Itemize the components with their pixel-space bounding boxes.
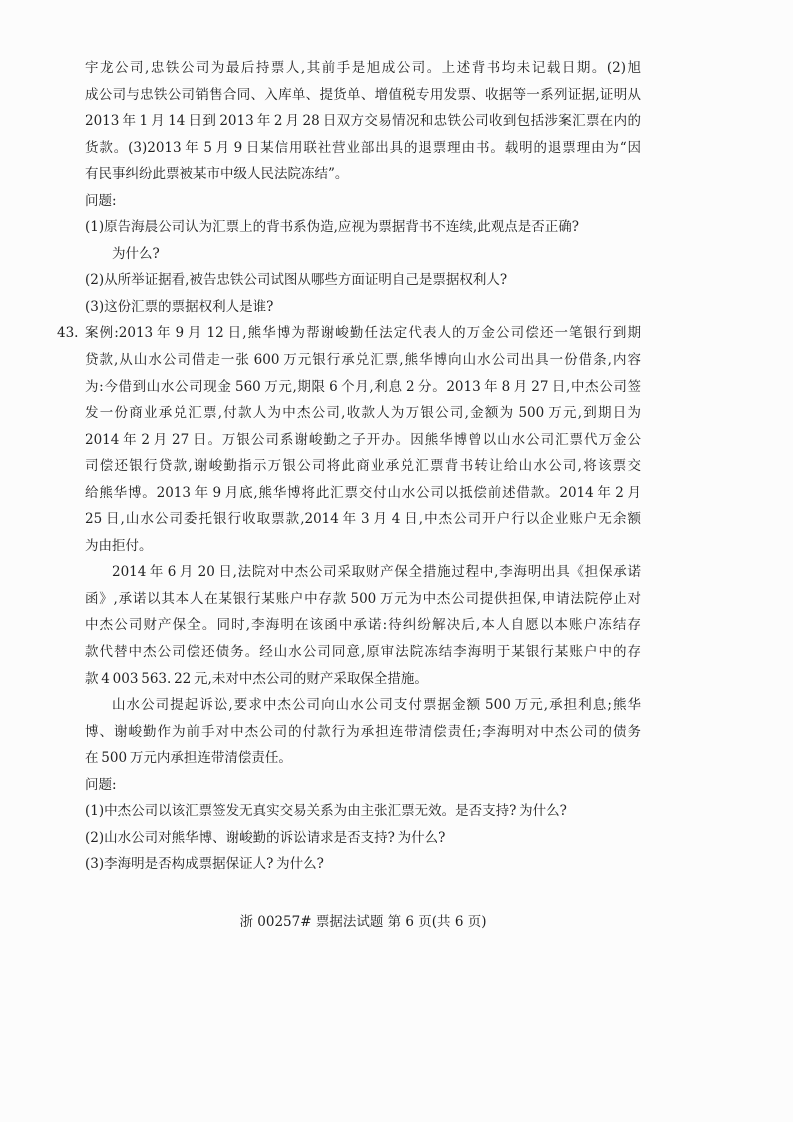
- q43-number: 43.: [57, 325, 79, 342]
- q43-question-1: (1)中杰公司以该汇票签发无真实交易关系为由主张汇票无效。是否支持? 为什么?: [85, 803, 567, 820]
- q43-para1-line: 给熊华博。2013 年 9 月底,熊华博将此汇票交付山水公司以抵偿前述借款。2014 年 2 月: [85, 484, 641, 501]
- q42-question-2: (2)从所举证据看,被告忠铁公司试图从哪些方面证明自己是票据权利人?: [85, 272, 508, 289]
- q43-para2-line: 中杰公司财产保全。同时,李海明在该函中承诺:待纠纷解决后,本人自愿以本账户冻结存: [85, 617, 641, 634]
- q43-para3-line: 山水公司提起诉讼,要求中杰公司向山水公司支付票据金额 500 万元,承担利息;熊华: [112, 697, 641, 714]
- q42-question-3: (3)这份汇票的票据权利人是谁?: [85, 298, 274, 315]
- q43-para2-line: 款代替中杰公司偿还债务。经山水公司同意,原审法院冻结李海明于某银行某账户中的存: [85, 644, 641, 661]
- q43-para1-line: 发一份商业承兑汇票,付款人为中杰公司,收款人为万银公司,金额为 500 万元,到期日为: [85, 405, 641, 422]
- q43-para1-line: 2014 年 2 月 27 日。万银公司系谢峻勤之子开办。因熊华博曾以山水公司汇票代万金公: [85, 431, 641, 448]
- q43-para1-line: 为:今借到山水公司现金 560 万元,期限 6 个月,利息 2 分。2013 年 8 月 27 日,中杰公司签: [85, 378, 641, 395]
- q43-question-2: (2)山水公司对熊华博、谢峻勤的诉讼请求是否支持? 为什么?: [85, 829, 446, 846]
- q42-para-line: 成公司与忠铁公司销售合同、入库单、提货单、增值税专用发票、收据等一系列证据,证明从: [85, 86, 641, 103]
- q43-para1-line: 为由拒付。: [85, 537, 153, 554]
- q43-case-intro: 案例:2013 年 9 月 12 日,熊华博为帮谢峻勤任法定代表人的万金公司偿还一笔银行到期: [85, 325, 641, 342]
- page-body: [57, 55, 641, 878]
- q43-para1-line: 司偿还银行贷款,谢峻勤指示万银公司将此商业承兑汇票背书转让给山水公司,将该票交: [85, 458, 641, 475]
- page-footer: 浙 00257# 票据法试题 第 6 页(共 6 页): [239, 914, 487, 930]
- q43-question-3: (3)李海明是否构成票据保证人? 为什么?: [85, 856, 324, 873]
- q43-para1-line: 25 日,山水公司委托银行收取票款,2014 年 3 月 4 日,中杰公司开户行以企业账户无余额: [85, 511, 641, 528]
- q42-para-line: 2013 年 1 月 14 日到 2013 年 2 月 28 日双方交易情况和忠铁公司收到包括涉案汇票在内的: [85, 113, 641, 130]
- q42-questions-label: 问题:: [85, 192, 117, 209]
- question-43: [57, 320, 641, 877]
- q43-para1-line-first: [57, 320, 641, 347]
- q43-para2-line: 款 4 003 563. 22 元,未对中杰公司的财产采取保全措施。: [85, 670, 428, 687]
- q42-para-line: 货款。(3)2013 年 5 月 9 日某信用联社营业部出具的退票理由书。载明的退票理由为“因: [85, 139, 641, 156]
- q42-para-line: 宇龙公司,忠铁公司为最后持票人,其前手是旭成公司。上述背书均未记载日期。(2)旭: [85, 60, 641, 76]
- q43-para2-line: 函》,承诺以其本人在某银行某账户中存款 500 万元为中杰公司提供担保,申请法院停止对: [85, 590, 641, 607]
- question-42-continuation: [85, 55, 641, 320]
- q42-question-1-line-1: (1)原告海晨公司认为汇票上的背书系伪造,应视为票据背书不连续,此观点是否正确?: [85, 219, 579, 236]
- q43-para1-line: 贷款,从山水公司借走一张 600 万元银行承兑汇票,熊华博向山水公司出具一份借条,内容: [85, 352, 641, 369]
- q42-para-line: 有民事纠纷此票被某市中级人民法院冻结”。: [85, 166, 349, 183]
- q43-para3-line: 博、谢峻勤作为前手对中杰公司的付款行为承担连带清偿责任;李海明对中杰公司的债务: [85, 723, 641, 740]
- q43-para3-line: 在 500 万元内承担连带清偿责任。: [85, 750, 292, 767]
- q43-questions-label: 问题:: [85, 776, 117, 793]
- q42-question-1-line-2: 为什么?: [112, 245, 160, 262]
- q43-para2-line: 2014 年 6 月 20 日,法院对中杰公司采取财产保全措施过程中,李海明出具《担保承诺: [112, 564, 641, 581]
